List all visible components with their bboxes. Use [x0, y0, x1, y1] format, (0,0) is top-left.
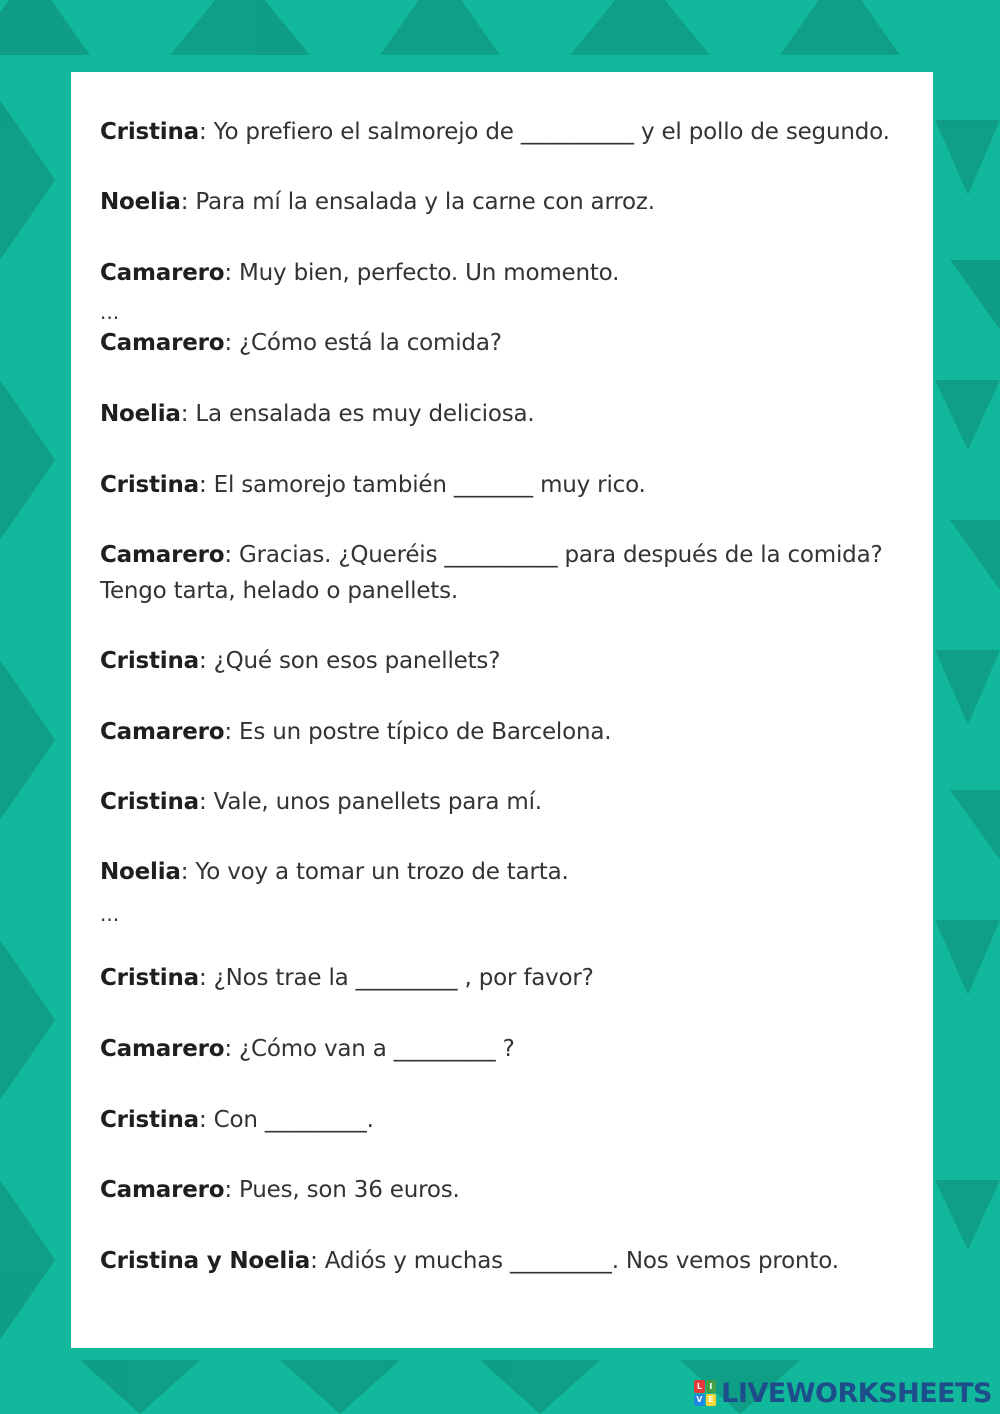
line-text: : Vale, unos panellets para mí.	[198, 789, 542, 815]
line-text: : Yo voy a tomar un trozo de tarta.	[180, 859, 569, 885]
line-text: : Para mí la ensalada y la carne con arroz.	[180, 189, 655, 215]
dialogue-line	[100, 715, 920, 750]
fill-in-blank[interactable]: _________	[393, 1036, 496, 1062]
dialogue-line	[100, 326, 920, 361]
dialogue-line	[100, 1173, 920, 1208]
dialogue-line	[100, 644, 920, 679]
dialogue-line	[100, 468, 920, 503]
line-text: : Con	[198, 1107, 265, 1133]
logo-text: LIVEWORKSHEETS	[721, 1377, 992, 1409]
line-text: ?	[495, 1036, 515, 1062]
speaker-name: Cristina	[100, 648, 199, 674]
speaker-name: Cristina	[100, 472, 199, 498]
line-text: . Nos vemos pronto.	[611, 1248, 839, 1274]
speaker-name: Camarero	[100, 330, 225, 356]
line-text: : Adiós y muchas	[310, 1248, 510, 1274]
dialogue-line	[100, 1244, 920, 1279]
line-text: : ¿Nos trae la	[198, 965, 356, 991]
dialogue-line	[100, 256, 920, 291]
dialogue-line	[100, 855, 920, 890]
speaker-name: Camarero	[100, 1036, 225, 1062]
speaker-name: Cristina	[100, 965, 199, 991]
speaker-name: Camarero	[100, 719, 225, 745]
speaker-name: Cristina y Noelia	[100, 1248, 311, 1274]
fill-in-blank[interactable]: _______	[453, 472, 533, 498]
fill-in-blank[interactable]: _________	[264, 1107, 367, 1133]
logo-badge-icon: L I V E	[694, 1380, 716, 1406]
line-text: muy rico.	[532, 472, 646, 498]
speaker-name: Noelia	[100, 859, 181, 885]
line-text: : Yo prefiero el salmorejo de	[198, 119, 521, 145]
line-text: y el pollo de segundo.	[633, 119, 890, 145]
liveworksheets-logo	[694, 1376, 992, 1410]
line-text: : ¿Qué son esos panellets?	[198, 648, 501, 674]
dialogue-line	[100, 1032, 920, 1067]
worksheet-page	[71, 72, 933, 1348]
line-text: para después de la comida?	[557, 542, 883, 568]
dialogue-line	[100, 185, 920, 220]
fill-in-blank[interactable]: __________	[444, 542, 558, 568]
dialogue-line	[100, 1103, 920, 1138]
line-text: : Pues, son 36 euros.	[224, 1177, 460, 1203]
line-text: : ¿Cómo van a	[224, 1036, 394, 1062]
dialogue-line	[100, 538, 920, 573]
speaker-name: Cristina	[100, 1107, 199, 1133]
line-text: : Es un postre típico de Barcelona.	[224, 719, 612, 745]
dialogue-line	[100, 961, 920, 996]
fill-in-blank[interactable]: __________	[520, 119, 634, 145]
speaker-name: Cristina	[100, 789, 199, 815]
line-text: : ¿Cómo está la comida?	[224, 330, 502, 356]
dialogue-line	[100, 397, 920, 432]
line-text: : La ensalada es muy deliciosa.	[180, 401, 535, 427]
line-text: : Gracias. ¿Queréis	[224, 542, 445, 568]
line-text: .	[366, 1107, 374, 1133]
dialogue-line	[100, 785, 920, 820]
fill-in-blank[interactable]: _________	[355, 965, 458, 991]
dialogue-line-continuation: Tengo tarta, helado o panellets.	[100, 578, 458, 604]
speaker-name: Camarero	[100, 260, 225, 286]
line-text: : El samorejo también	[198, 472, 454, 498]
line-text: : Muy bien, perfecto. Un momento.	[224, 260, 620, 286]
speaker-name: Camarero	[100, 1177, 225, 1203]
speaker-name: Cristina	[100, 119, 199, 145]
ellipsis-2: ...	[100, 902, 120, 926]
line-text: , por favor?	[457, 965, 594, 991]
ellipsis-1: ...	[100, 300, 120, 324]
speaker-name: Camarero	[100, 542, 225, 568]
dialogue-line	[100, 115, 920, 150]
speaker-name: Noelia	[100, 401, 181, 427]
speaker-name: Noelia	[100, 189, 181, 215]
fill-in-blank[interactable]: _________	[510, 1248, 612, 1274]
